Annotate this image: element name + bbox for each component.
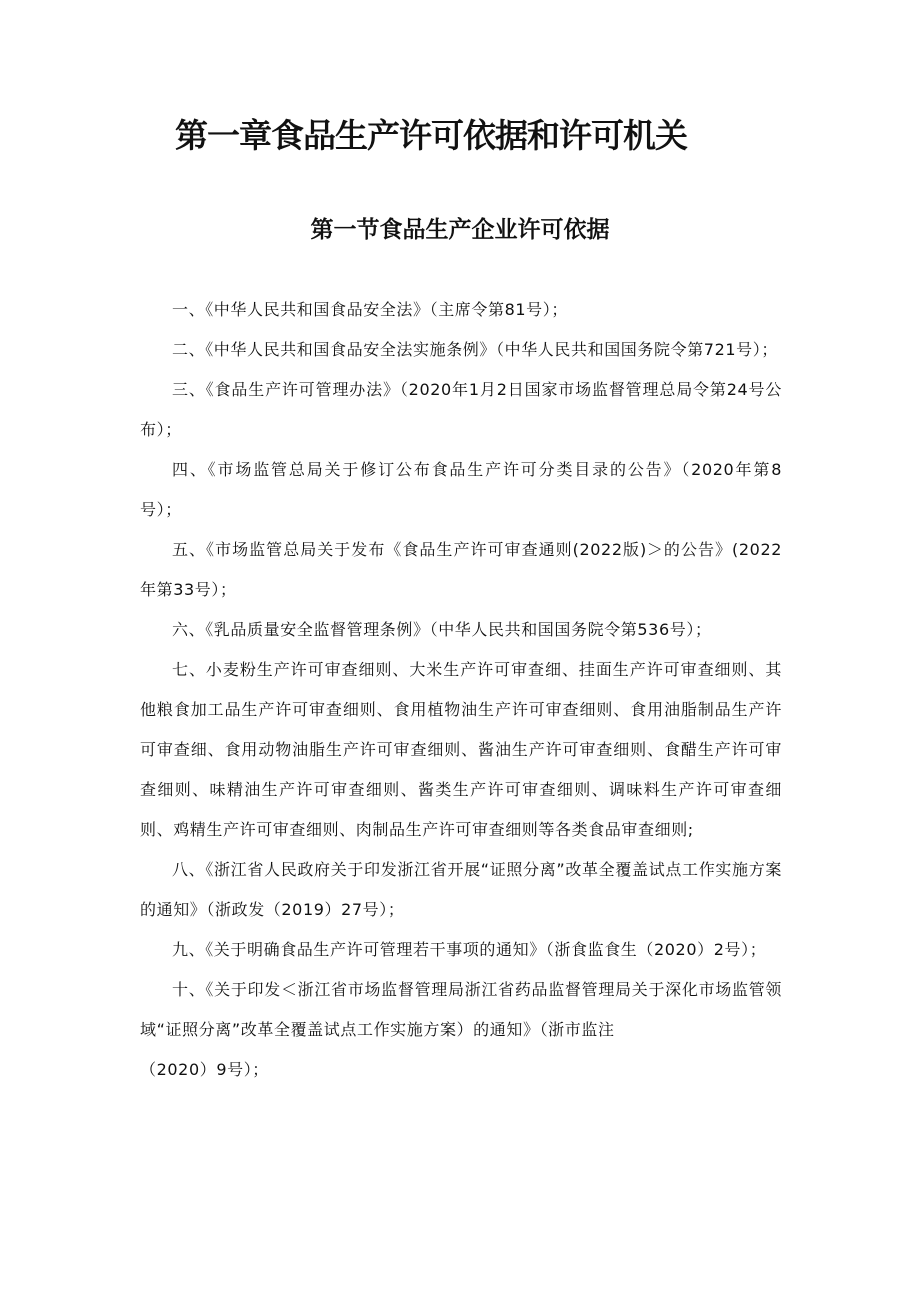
- list-item: 三、《食品生产许可管理办法》（2020年1月2日国家市场监督管理总局令第24号公布）；: [140, 380, 782, 439]
- list-item: 一、《中华人民共和国食品安全法》（主席令第81号）；: [172, 300, 568, 319]
- section-title: 第一节食品生产企业许可依据: [310, 217, 610, 243]
- chapter-title: 第一章食品生产许可依据和许可机关: [175, 116, 687, 155]
- list-item: 九、《关于明确食品生产许可管理若干事项的通知》（浙食监食生（2020）2号）；: [172, 940, 767, 959]
- list-item: 十、《关于印发＜浙江省市场监督管理局浙江省药品监督管理局关于深化市场监管领域“证照分离”改革全覆盖试点工作实施方案）的通知》（浙市监注: [140, 980, 782, 1039]
- list-item: 四、《市场监管总局关于修订公布食品生产许可分类目录的公告》（2020年第8号）；: [140, 460, 782, 519]
- list-item: 五、《市场监管总局关于发布《食品生产许可审查通则(2022版)＞的公告》(2022年第33号）；: [140, 540, 782, 599]
- list-item-continuation: （2020）9号）；: [140, 1060, 269, 1079]
- list-item: 八、《浙江省人民政府关于印发浙江省开展“证照分离”改革全覆盖试点工作实施方案的通知》（浙政发（2019）27号）；: [140, 860, 782, 919]
- body-text: [140, 290, 782, 1090]
- section-title-wrapper: [0, 210, 920, 250]
- list-item: 七、小麦粉生产许可审查细则、大米生产许可审查细、挂面生产许可审查细则、其他粮食加工品生产许可审查细则、食用植物油生产许可审查细则、食用油脂制品生产许可审查细、食用动物油脂生产许可审查细则、酱油生产许可审查细则、食醋生产许可审查细则、味精油生产许可审查细则、酱类生产许可审查细则、调味料生产许可审查细则、鸡精生产许可审查细则、肉制品生产许可审查细则等各类食品审查细则;: [140, 660, 782, 839]
- list-item: 二、《中华人民共和国食品安全法实施条例》（中华人民共和国国务院令第721号）；: [172, 340, 778, 359]
- list-item: 六、《乳品质量安全监督管理条例》（中华人民共和国国务院令第536号）；: [172, 620, 712, 639]
